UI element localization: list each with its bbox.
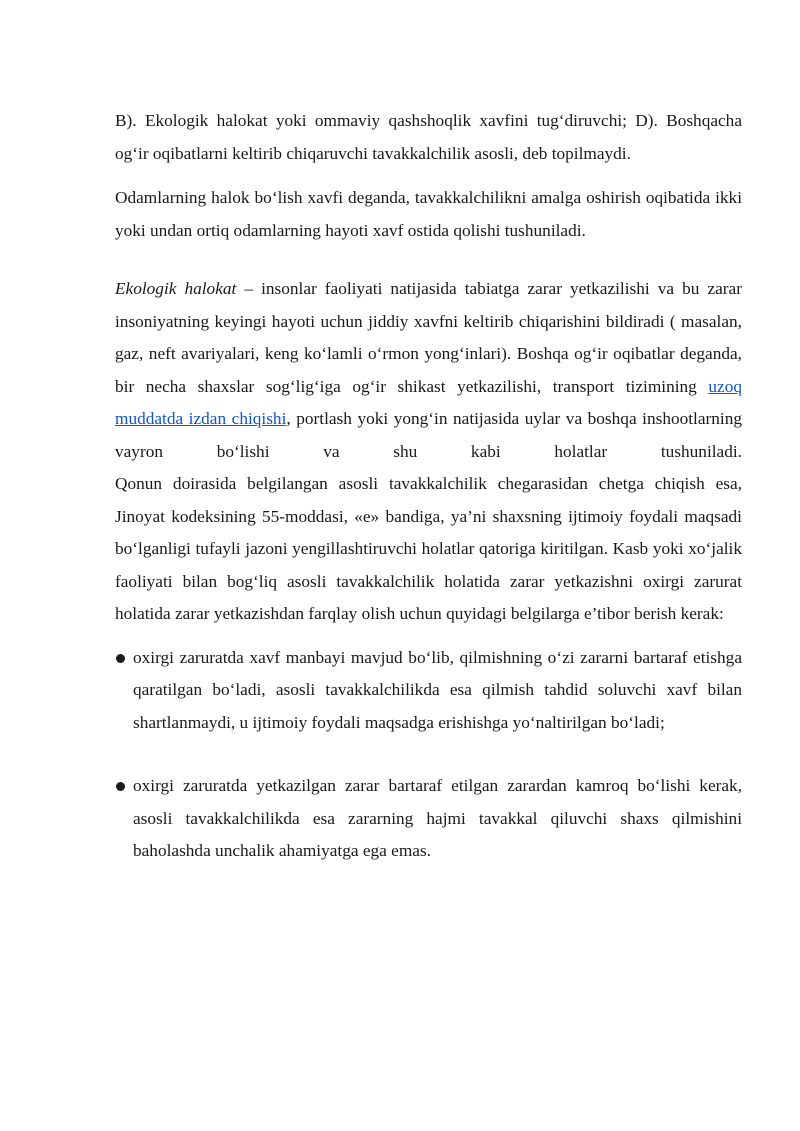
- list-item-text: oxirgi zaruratda xavf manbayi mavjud bo‘lib, qilmishning o‘zi zararni bartaraf etishga qaratilgan bo‘ladi, asosli tavakkalchilikda esa qilmish tahdid soluvchi xavf bilan shartlanmaydi, u ijtimoiy foydali maqsadga erishishga yo‘naltirilgan bo‘ladi;: [133, 647, 742, 732]
- paragraph-death-risk: Odamlarning halok bo‘lish xavfi deganda, tavakkalchilikni amalga oshirish oqibatida ikki yoki undan ortiq odamlarning hayoti xavf ostida qolishi tushuniladi.: [115, 188, 742, 240]
- hyperlink-transport-disruption[interactable]: uzoq muddatda izdan chiqishi: [115, 376, 742, 428]
- paragraph-risk-limits: Qonun doirasida belgilangan asosli tavakkalchilik chegarasidan chetga chiqish esa, Jinoyat kodeksining 55-moddasi, «e» bandiga, ya’ni shaxsning ijtimoiy foydali maqsadi bo‘lganligi tufayli jazoni yengillashtiruvchi holatlar qatoriga kiritilgan. Kasb yoki xo‘jalik faoliyati bilan bog‘liq asosli tavakkalchilik holatida zarar yetkazishni oxirgi zarurat holatida zarar yetkazishdan farqlay olish uchun quyidagi belgilarga e’tibor berish kerak:: [115, 474, 742, 623]
- paragraph-text: – insonlar faoliyati natijasida tabiatga zarar yetkazilishi va bu zarar insoniyatning keyingi hayoti uchun jiddiy xavfni keltirib chiqarishini bildiradi ( masalan, gaz, neft avariyalari, keng ko‘lamli o‘rmon yong‘inlari). Boshqa og‘ir oqibatlar deganda, bir necha shaxslar sog‘lig‘iga og‘ir shikast yetkazilishi, transport tizimining: [115, 279, 742, 396]
- paragraph-consequences: B). Ekologik halokat yoki ommaviy qashshoqlik xavfini tug‘diruvchi; D). Boshqacha og‘ir oqibatlarni keltirib chiqaruvchi tavakkalchilik asosli, deb topilmaydi.: [115, 111, 742, 163]
- term-ecological-disaster: Ekologik halokat: [115, 279, 237, 298]
- list-item-text: oxirgi zaruratda yetkazilgan zarar bartaraf etilgan zarardan kamroq bo‘lishi kerak, asosli tavakkalchilikda esa zararning hajmi tavakkal qiluvchi shaxs qilmishini baholashda unchalik ahamiyatga ega emas.: [133, 776, 742, 860]
- paragraph-text: , portlash yoki yong‘in natijasida uylar va boshqa inshootlarning vayron bo‘lishi va shu kabi holatlar tushuniladi.: [115, 409, 742, 461]
- document-page: [115, 105, 742, 868]
- paragraph-ecological-disaster: [115, 273, 742, 468]
- list-item: [115, 642, 742, 740]
- list-item: [115, 770, 742, 868]
- bullet-icon: [116, 782, 125, 791]
- bullet-icon: [116, 654, 125, 663]
